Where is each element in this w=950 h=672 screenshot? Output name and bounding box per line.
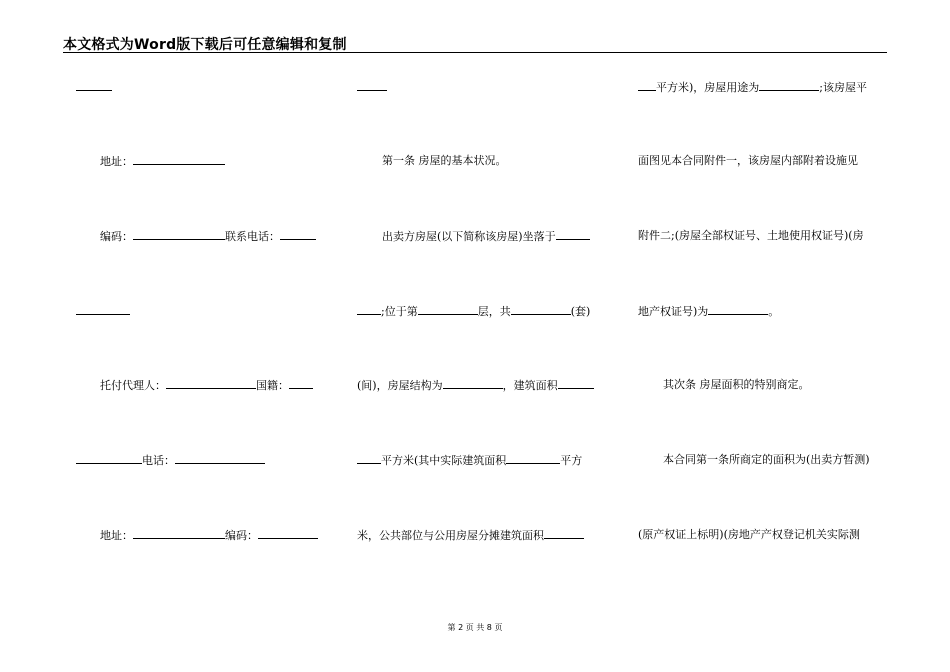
col1-line-5	[100, 378, 313, 393]
col1-line-7	[100, 528, 318, 543]
blank	[280, 229, 316, 240]
text: ;位于第	[381, 305, 418, 318]
text: 平方	[560, 454, 583, 467]
text: 平方米(其中实际建筑面积	[381, 454, 507, 467]
col1-line-2	[100, 154, 225, 169]
col2-line-2: 第一条 房屋的基本状况。	[382, 154, 507, 167]
blank	[76, 304, 130, 315]
blank	[289, 378, 313, 389]
blank	[418, 304, 478, 315]
blank	[511, 304, 571, 315]
col2-line-5	[357, 378, 594, 393]
blank	[544, 528, 584, 539]
col3-line-3: 附件二;(房屋全部权证号、土地使用权证号)(房	[638, 229, 864, 242]
blank	[166, 378, 256, 389]
blank	[759, 80, 819, 91]
col1-line-1	[76, 80, 112, 95]
col3-line-1	[638, 80, 867, 95]
col3-line-6: 本合同第一条所商定的面积为(出卖方暂测)	[663, 453, 870, 466]
col3-line-7: (原产权证上标明)(房地产产权登记机关实际测	[638, 528, 860, 541]
blank	[133, 528, 225, 539]
label-address: 地址：	[100, 529, 133, 542]
blank	[357, 80, 387, 91]
blank	[357, 304, 381, 315]
label-postcode: 编码：	[100, 230, 133, 243]
blank	[76, 80, 112, 91]
page-header: 本文格式为Word版下载后可任意编辑和复制	[63, 37, 347, 53]
text: 。	[768, 305, 780, 318]
col2-line-1	[357, 80, 387, 95]
text: (间)，房屋结构为	[357, 379, 443, 392]
col2-line-6	[357, 453, 582, 468]
label-address: 地址：	[100, 155, 133, 168]
text: (套)	[570, 305, 591, 318]
text: ，建筑面积	[502, 379, 558, 392]
text: 地产权证号)为	[638, 305, 709, 318]
blank	[443, 378, 503, 389]
blank	[258, 528, 318, 539]
blank	[708, 304, 768, 315]
text: 出卖方房屋(以下简称该房屋)坐落于	[382, 230, 556, 243]
col1-line-4	[76, 304, 130, 319]
blank	[558, 378, 594, 389]
col1-line-6	[76, 453, 265, 468]
label-nationality: 国籍：	[256, 379, 289, 392]
blank	[556, 229, 590, 240]
text: 层，共	[477, 305, 511, 318]
blank	[357, 453, 381, 464]
col3-line-4	[638, 304, 779, 319]
col3-line-5: 其次条 房屋面积的特别商定。	[663, 378, 810, 391]
text: ;该房屋平	[819, 81, 868, 94]
header-rule	[63, 52, 887, 53]
label-agent: 托付代理人：	[100, 379, 166, 392]
page-number: 第 2 页 共 8 页	[447, 623, 503, 632]
blank	[175, 453, 265, 464]
col2-line-7	[357, 528, 584, 543]
blank	[76, 453, 142, 464]
col1-line-3	[100, 229, 316, 244]
label-phone: 电话：	[142, 454, 175, 467]
blank	[638, 80, 656, 91]
text: 米，公共部位与公用房屋分摊建筑面积	[357, 529, 544, 542]
text: 平方米)，房屋用途为	[656, 81, 760, 94]
label-postcode: 编码：	[225, 529, 258, 542]
label-phone: 联系电话：	[225, 230, 280, 243]
blank	[506, 453, 560, 464]
col2-line-3	[382, 229, 590, 244]
col3-line-2: 面图见本合同附件一，该房屋内部附着设施见	[638, 154, 858, 167]
blank	[133, 154, 225, 165]
blank	[133, 229, 225, 240]
col2-line-4	[357, 304, 590, 319]
